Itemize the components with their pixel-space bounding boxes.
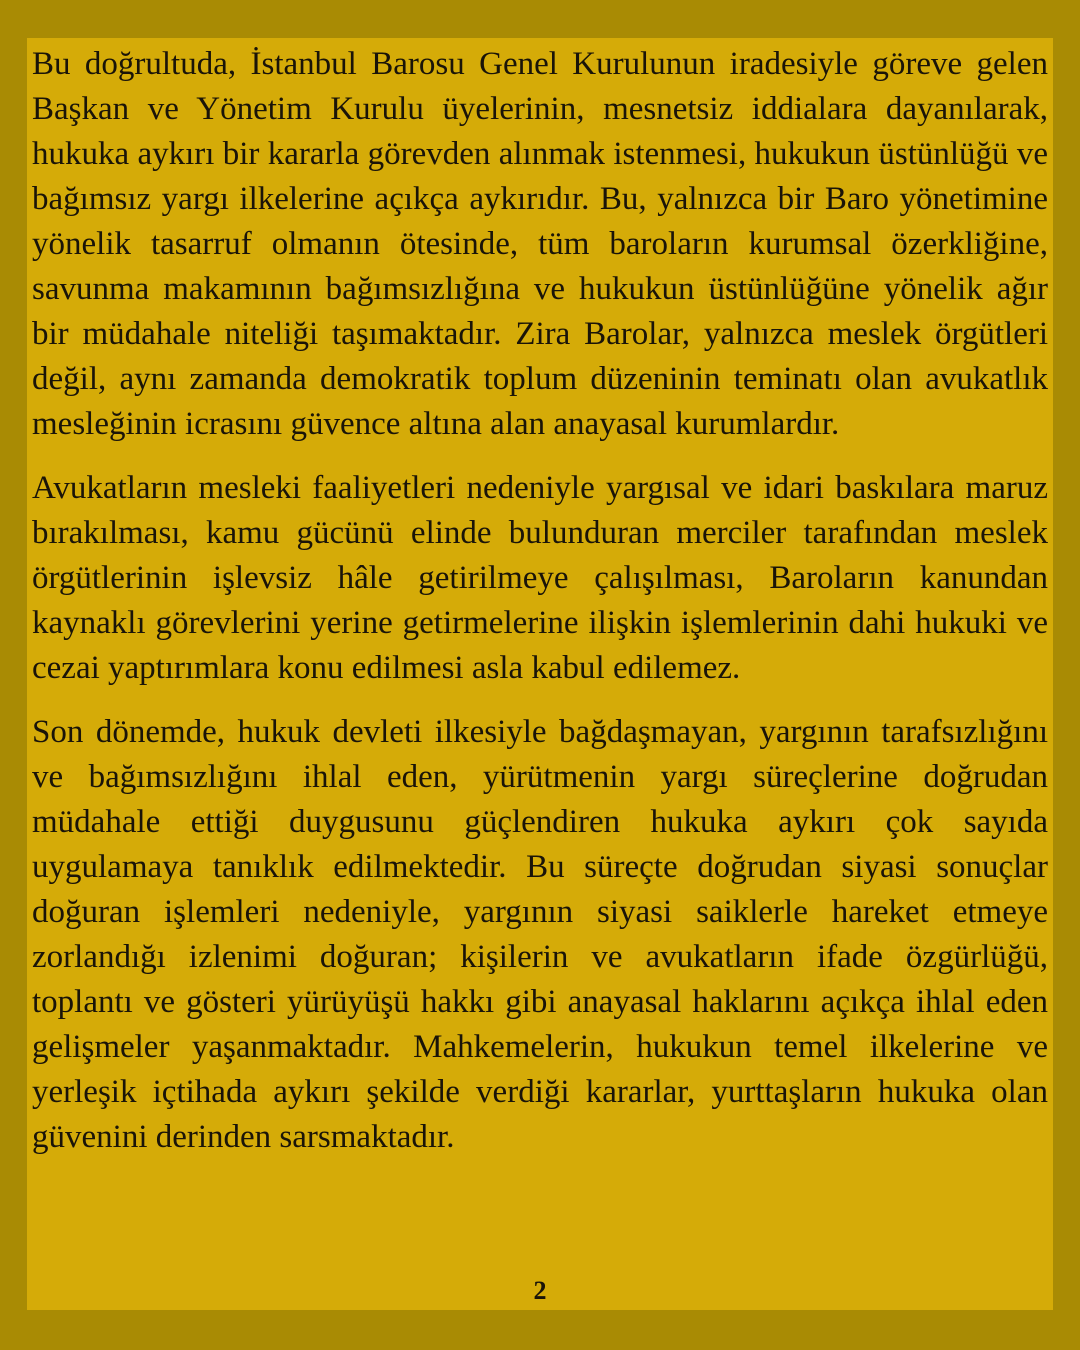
document-page [27,38,1053,1310]
paragraph-2: Avukatların mesleki faaliyetleri nedeniyle yargısal ve idari baskılara maruz bırakılması, kamu gücünü elinde bulunduran merciler tarafından meslek örgütlerinin işlevsiz hâle getirilmeye çalışılması, Baroların kanundan kaynaklı görevlerini yerine getirmelerine ilişkin işlemlerinin dahi hukuki ve cezai yaptırımlara konu edilmesi asla kabul edilemez. [32,470,1048,686]
page-number: 2 [533,1276,547,1305]
paragraph-3: Son dönemde, hukuk devleti ilkesiyle bağdaşmayan, yargının tarafsızlığını ve bağımsızlığını ihlal eden, yürütmenin yargı süreçlerine doğrudan müdahale ettiği duygusunu güçlendiren hukuka aykırı çok sayıda uygulamaya tanıklık edilmektedir. Bu süreçte doğrudan siyasi sonuçlar doğuran işlemleri nedeniyle, yargının siyasi saiklerle hareket etmeye zorlandığı izlenimi doğuran; kişilerin ve avukatların ifade özgürlüğü, toplantı ve gösteri yürüyüşü hakkı gibi anayasal haklarını açıkça ihlal eden gelişmeler yaşanmaktadır. Mahkemelerin, hukukun temel ilkelerine ve yerleşik içtihada aykırı şekilde verdiği kararlar, yurttaşların hukuka olan güvenini derinden sarsmaktadır. [32,714,1048,1155]
paragraph-1: Bu doğrultuda, İstanbul Barosu Genel Kurulunun iradesiyle göreve gelen Başkan ve Yönetim Kurulu üyelerinin, mesnetsiz iddialara dayanılarak, hukuka aykırı bir kararla görevden alınmak istenmesi, hukukun üstünlüğü ve bağımsız yargı ilkelerine açıkça aykırıdır. Bu, yalnızca bir Baro yönetimine yönelik tasarruf olmanın ötesinde, tüm baroların kurumsal özerkliğine, savunma makamının bağımsızlığına ve hukukun üstünlüğüne yönelik ağır bir müdahale niteliği taşımaktadır. Zira Barolar, yalnızca meslek örgütleri değil, aynı zamanda demokratik toplum düzeninin teminatı olan avukatlık mesleğinin icrasını güvence altına alan anayasal kurumlardır. [32,46,1048,442]
